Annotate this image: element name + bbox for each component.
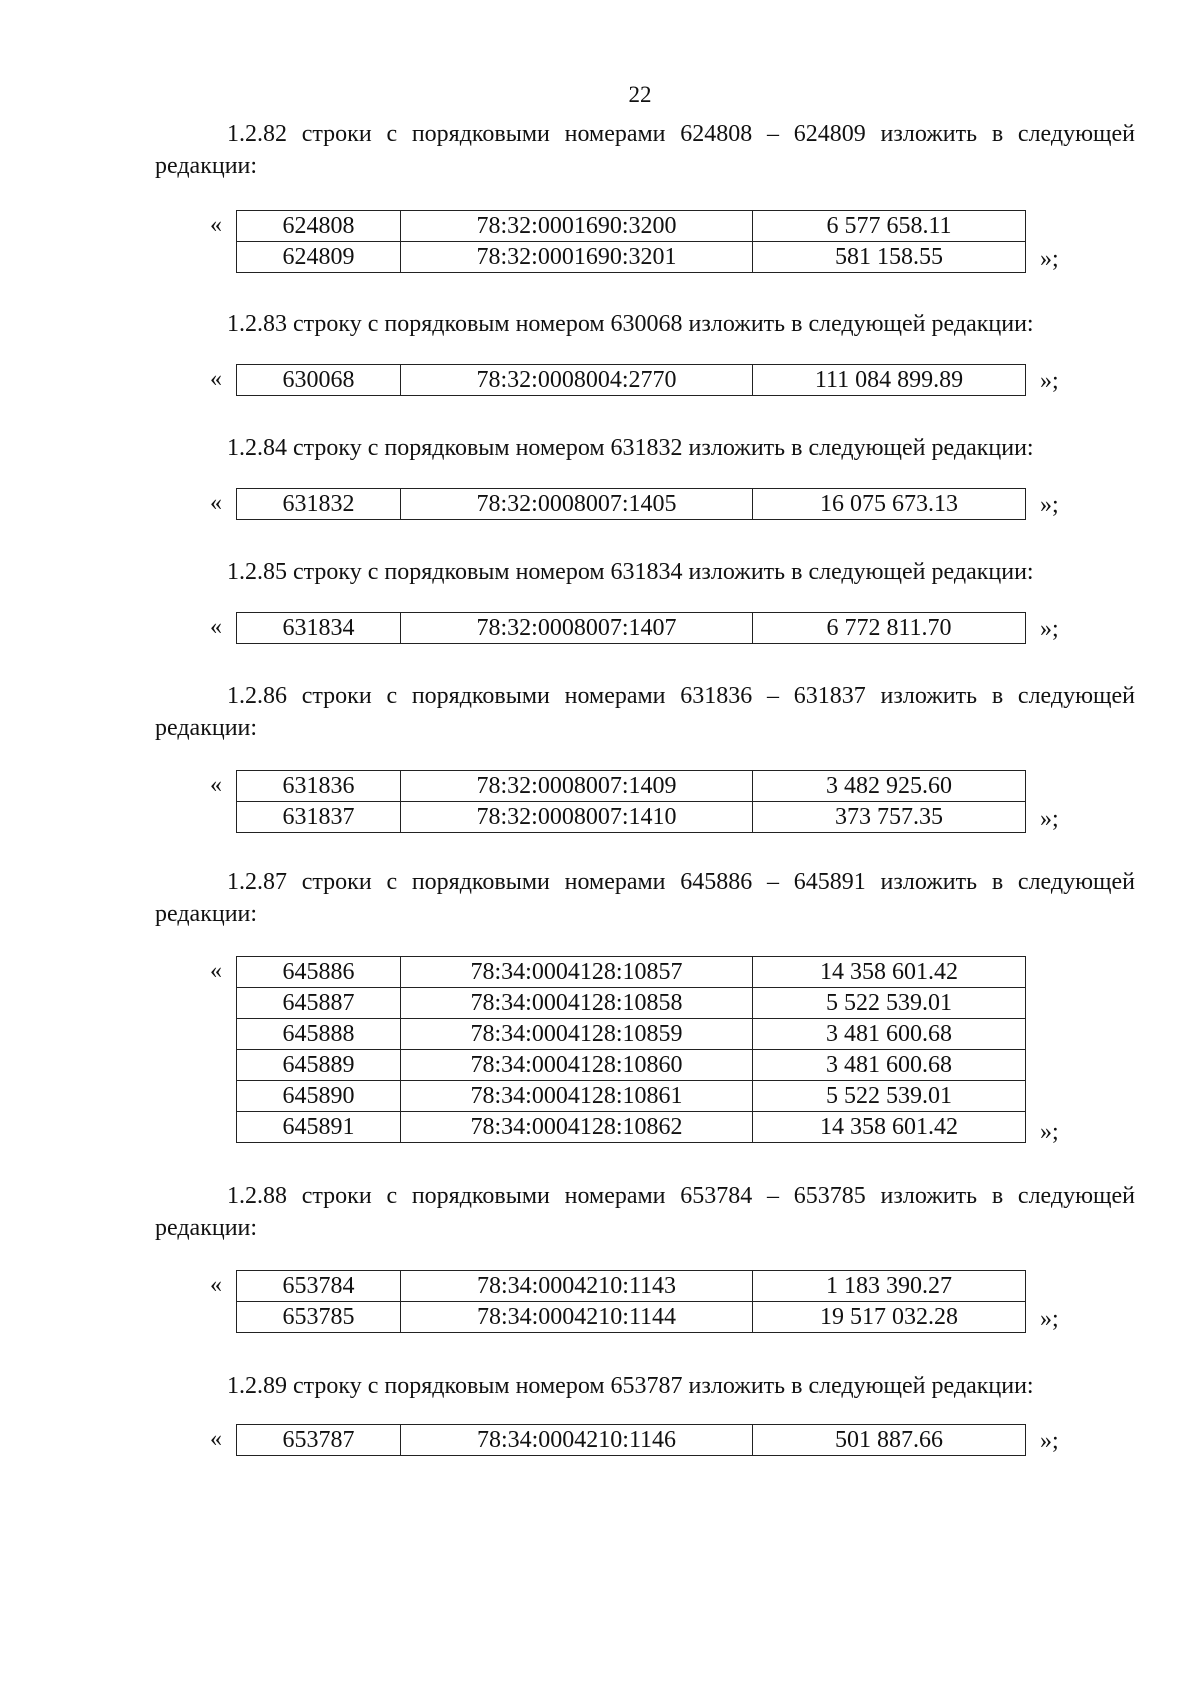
value-cell: 373 757.35 [753, 802, 1026, 833]
value-cell: 5 522 539.01 [753, 1081, 1026, 1112]
cadastral-number-cell: 78:34:0004128:10862 [401, 1112, 753, 1143]
row-number-cell: 645889 [237, 1050, 401, 1081]
amendment-table [236, 1424, 1026, 1456]
row-number-cell: 624808 [237, 211, 401, 242]
table-row [237, 988, 1026, 1019]
amendment-paragraph: 1.2.89 строку с порядковым номером 653787 изложить в следующей редакции: [227, 1373, 1034, 1399]
cadastral-number-cell: 78:34:0004128:10859 [401, 1019, 753, 1050]
amendment-table [236, 210, 1026, 273]
quote-close: »; [1040, 492, 1059, 518]
cadastral-number-cell: 78:34:0004128:10860 [401, 1050, 753, 1081]
cadastral-number-cell: 78:32:0001690:3201 [401, 242, 753, 273]
table-row [237, 211, 1026, 242]
value-cell: 14 358 601.42 [753, 1112, 1026, 1143]
table-row [237, 1271, 1026, 1302]
row-number-cell: 645887 [237, 988, 401, 1019]
row-number-cell: 631837 [237, 802, 401, 833]
cadastral-number-cell: 78:34:0004210:1146 [401, 1425, 753, 1456]
cadastral-number-cell: 78:34:0004128:10857 [401, 957, 753, 988]
row-number-cell: 645890 [237, 1081, 401, 1112]
row-number-cell: 653787 [237, 1425, 401, 1456]
page-number: 22 [628, 82, 652, 107]
quote-open: « [210, 212, 222, 238]
table-row [237, 1081, 1026, 1112]
quote-open: « [210, 1426, 222, 1452]
amendment-table [236, 1270, 1026, 1333]
row-number-cell: 645891 [237, 1112, 401, 1143]
quote-close: »; [1040, 616, 1059, 642]
row-number-cell: 630068 [237, 365, 401, 396]
quote-open: « [210, 490, 222, 516]
amendment-paragraph: 1.2.86 строки с порядковыми номерами 631836 – 631837 изложить в следующей редакции: [155, 683, 1135, 741]
amendment-paragraph: 1.2.83 строку с порядковым номером 630068 изложить в следующей редакции: [227, 311, 1034, 337]
quote-close: »; [1040, 368, 1059, 394]
cadastral-number-cell: 78:32:0001690:3200 [401, 211, 753, 242]
table-row [237, 1019, 1026, 1050]
amendment-table [236, 612, 1026, 644]
row-number-cell: 653785 [237, 1302, 401, 1333]
amendment-table [236, 956, 1026, 1143]
row-number-cell: 631834 [237, 613, 401, 644]
row-number-cell: 631836 [237, 771, 401, 802]
row-number-cell: 631832 [237, 489, 401, 520]
row-number-cell: 645888 [237, 1019, 401, 1050]
table-row [237, 613, 1026, 644]
row-number-cell: 645886 [237, 957, 401, 988]
table-row [237, 771, 1026, 802]
value-cell: 3 481 600.68 [753, 1050, 1026, 1081]
value-cell: 581 158.55 [753, 242, 1026, 273]
cadastral-number-cell: 78:34:0004128:10858 [401, 988, 753, 1019]
table-row [237, 489, 1026, 520]
cadastral-number-cell: 78:32:0008007:1409 [401, 771, 753, 802]
amendment-paragraph: 1.2.84 строку с порядковым номером 631832 изложить в следующей редакции: [227, 435, 1034, 461]
quote-open: « [210, 366, 222, 392]
cadastral-number-cell: 78:34:0004210:1144 [401, 1302, 753, 1333]
value-cell: 3 481 600.68 [753, 1019, 1026, 1050]
value-cell: 111 084 899.89 [753, 365, 1026, 396]
quote-close: »; [1040, 805, 1059, 832]
amendment-paragraph: 1.2.87 строки с порядковыми номерами 645886 – 645891 изложить в следующей редакции: [155, 869, 1135, 927]
table-row [237, 957, 1026, 988]
cadastral-number-cell: 78:32:0008007:1410 [401, 802, 753, 833]
quote-close: »; [1040, 1428, 1059, 1454]
table-row [237, 242, 1026, 273]
amendment-table [236, 770, 1026, 833]
table-row [237, 365, 1026, 396]
quote-open: « [210, 1272, 222, 1298]
value-cell: 16 075 673.13 [753, 489, 1026, 520]
table-row [237, 1112, 1026, 1143]
amendment-paragraph: 1.2.88 строки с порядковыми номерами 653784 – 653785 изложить в следующей редакции: [155, 1183, 1135, 1241]
quote-open: « [210, 614, 222, 640]
cadastral-number-cell: 78:32:0008007:1405 [401, 489, 753, 520]
quote-open: « [210, 772, 222, 798]
cadastral-number-cell: 78:34:0004128:10861 [401, 1081, 753, 1112]
row-number-cell: 653784 [237, 1271, 401, 1302]
amendment-table [236, 364, 1026, 396]
quote-close: »; [1040, 1305, 1059, 1332]
table-row [237, 1050, 1026, 1081]
value-cell: 5 522 539.01 [753, 988, 1026, 1019]
value-cell: 19 517 032.28 [753, 1302, 1026, 1333]
value-cell: 6 577 658.11 [753, 211, 1026, 242]
row-number-cell: 624809 [237, 242, 401, 273]
cadastral-number-cell: 78:34:0004210:1143 [401, 1271, 753, 1302]
quote-close: »; [1040, 1118, 1059, 1145]
cadastral-number-cell: 78:32:0008004:2770 [401, 365, 753, 396]
amendment-paragraph: 1.2.85 строку с порядковым номером 631834 изложить в следующей редакции: [227, 559, 1034, 585]
quote-close: »; [1040, 245, 1059, 272]
table-row [237, 802, 1026, 833]
value-cell: 14 358 601.42 [753, 957, 1026, 988]
amendment-paragraph: 1.2.82 строки с порядковыми номерами 624808 – 624809 изложить в следующей редакции: [155, 121, 1135, 179]
value-cell: 1 183 390.27 [753, 1271, 1026, 1302]
value-cell: 6 772 811.70 [753, 613, 1026, 644]
cadastral-number-cell: 78:32:0008007:1407 [401, 613, 753, 644]
table-row [237, 1302, 1026, 1333]
quote-open: « [210, 958, 222, 984]
amendment-table [236, 488, 1026, 520]
value-cell: 501 887.66 [753, 1425, 1026, 1456]
value-cell: 3 482 925.60 [753, 771, 1026, 802]
table-row [237, 1425, 1026, 1456]
